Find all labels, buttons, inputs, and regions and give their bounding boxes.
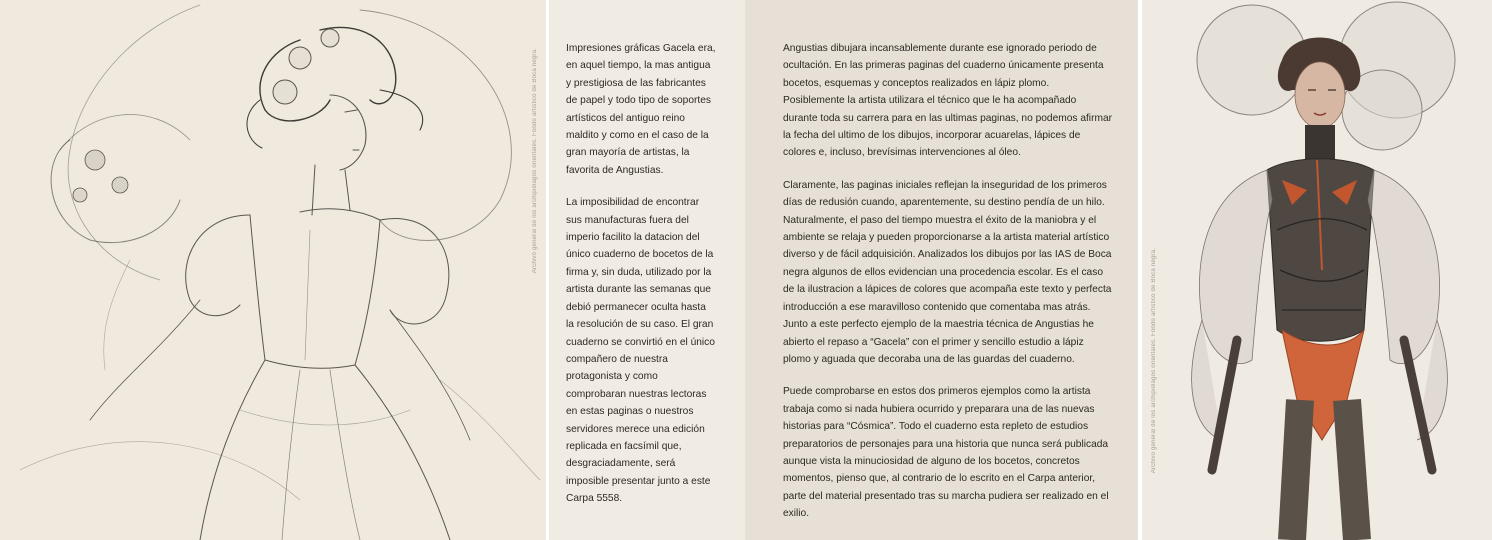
paragraph: Angustias dibujara incansablemente durante ese ignorado periodo de ocultación. En las primeras paginas del cuaderno únicamente presenta bocetos, esquemas y conceptos realizados en lápiz plomo. Posiblemente la artista utilizara el técnico que le ha acompañado durante toda su carrera para en las ultimas paginas, no podemos afirmar la fecha del ultimo de los dibujos, incorporar acuarelas, lápices de colores e, incluso, brevísimas intervenciones al óleo. — [783, 43, 1113, 159]
paragraph: La imposibilidad de encontrar sus manufacturas fuera del imperio facilito la datacion del único cuaderno de bocetos de la firma y, sin duda, utilizado por la artista durante las semanas que debió permanecer oculta hasta la resolución de su caso. El gran cuaderno se convirtió en el único compañero de nuestra protagonista y como comprobaran nuestras lectoras en estas paginas o nuestros servidores merece una edición replicada en facsímil que, desgraciadamente, será imposible presentar junto a este Carpa 5558. — [566, 197, 715, 505]
left-illustration-panel — [0, 0, 546, 540]
paragraph: Puede comprobarse en estos dos primeros ejemplos como la artista trabaja como si nada hubiera ocurrido y preparara una de las nuevas historias para “Cósmica”. Todo el cuaderno esta repleto de estudios preparatorios de personajes para una historia que nunca será publicada aunque vista la minuciosidad de alguno de los bocetos, concretos momentos, pienso que, al contrario de lo escrito en el Carpa anterior, parte del material presentado tras su marcha pudiera ser realizado en el exilio. — [783, 386, 1109, 520]
paragraph: Claramente, las paginas iniciales reflejan la inseguridad de los primeros días de redusión cuando, aparentemente, su destino pendía de un hilo. Naturalmente, el paso del tiempo muestra el éxito de la maniobra y el ambiente se relaja y pueden proporcionarse a la artista material artístico diverso y de fácil adquisición. Analizados los dibujos por las IAS de Boca negra algunos de ellos evidencian una procedencia escolar. Es el caso de la ilustracion a lápices de colores que acompaña este texto y perfecta introducción a ese maravilloso contenido que comentaba mas atrás. Junto a este perfecto ejemplo de la maestria técnica de Angustias he abierto el repaso a “Gacela” con el primer y sencillo estudio a lápiz plomo y aguada que decoraba una de las guardas del cuaderno. — [783, 179, 1112, 365]
text-column-right — [783, 40, 1113, 538]
right-illustration-panel — [1142, 0, 1492, 540]
left-illustration-caption: Archivo general de los archipiélagos orientales. Fondo artístico de Boca negra. — [532, 48, 538, 274]
paragraph: Impresiones gráficas Gacela era, en aquel tiempo, la mas antigua y prestigiosa de las fabricantes de papel y todo tipo de soportes artísticos del antiguo reino maldito y como en el caso de la gran mayoría de artistas, la favorita de Angustias. — [566, 43, 716, 176]
pencil-sketch-woman — [0, 0, 546, 540]
colored-figure-illustration — [1142, 0, 1492, 540]
text-column-left — [566, 40, 716, 523]
right-illustration-caption: Archivo general de los archipiélagos orientales. Fondo artístico de Boca negra. — [1151, 248, 1157, 474]
